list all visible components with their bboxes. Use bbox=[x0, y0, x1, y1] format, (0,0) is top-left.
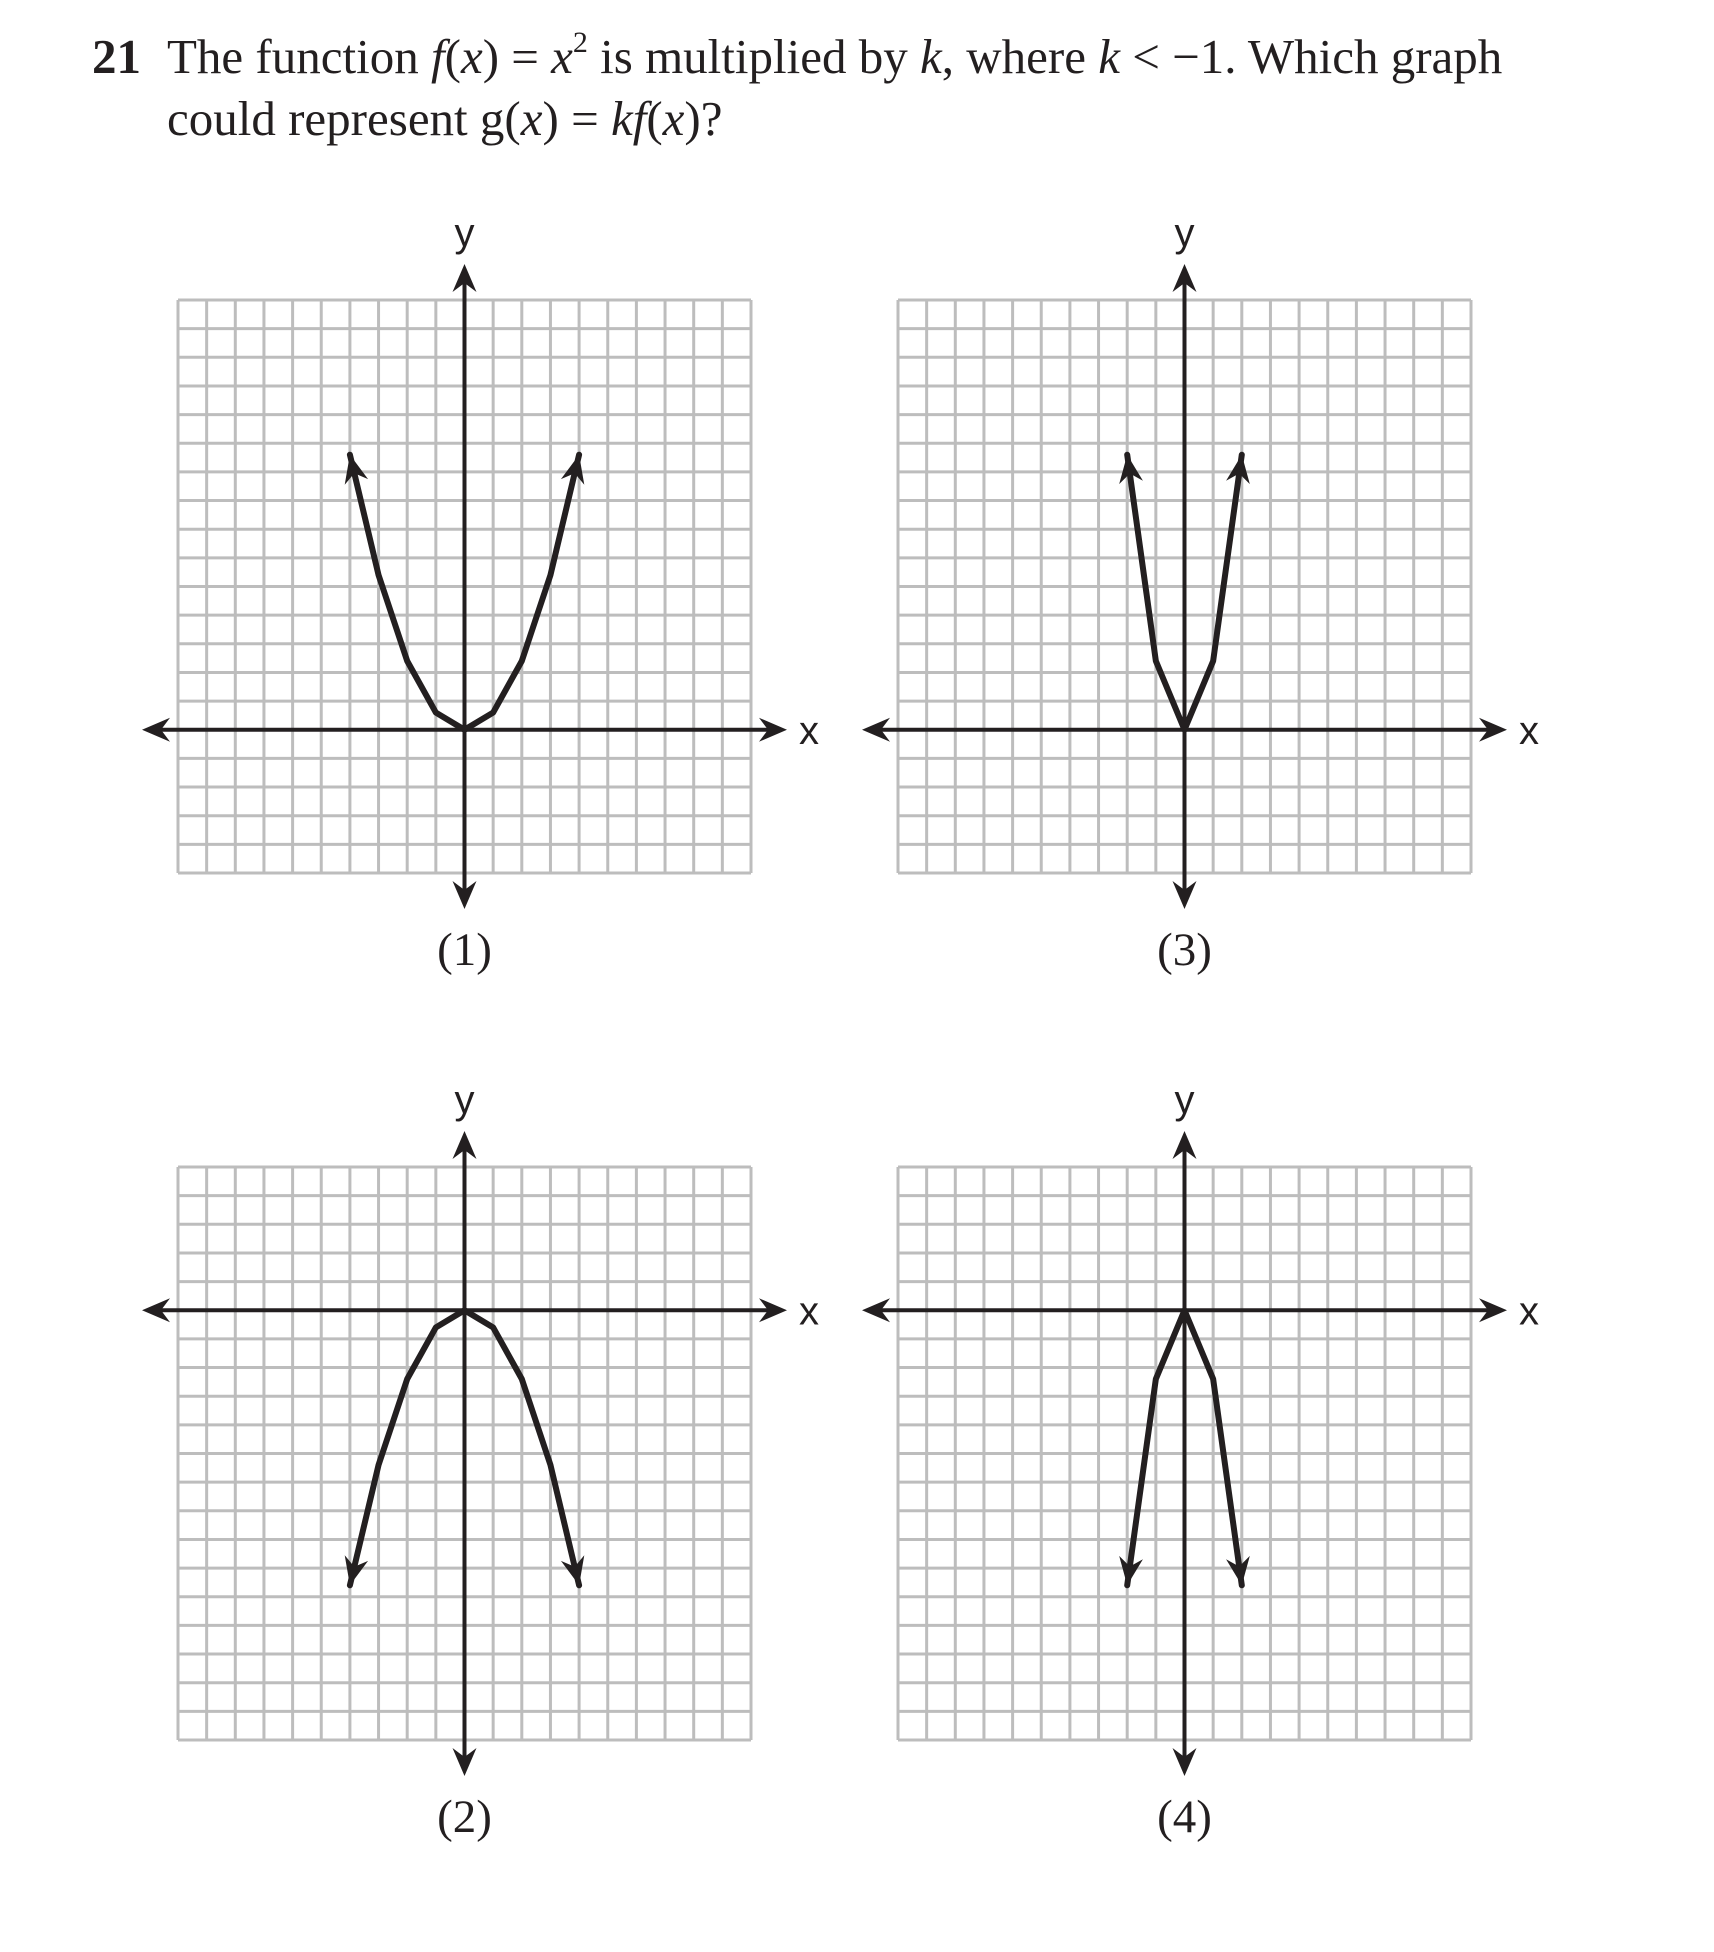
y-axis-label: y bbox=[1174, 211, 1195, 255]
question-number: 21 bbox=[92, 29, 141, 84]
graph-panel-1 bbox=[142, 211, 819, 909]
question-text-line-1: The function $f(x) = x^2$ is multiplied by k, where k < −1. Which graph bbox=[167, 25, 1503, 84]
y-axis-label: y bbox=[454, 211, 475, 255]
choice-label-2: (2) bbox=[437, 1791, 492, 1843]
choice-label-4: (4) bbox=[1157, 1791, 1212, 1843]
y-axis-label: y bbox=[454, 1078, 475, 1122]
choice-label-1: (1) bbox=[437, 924, 492, 976]
graph-panel-3 bbox=[862, 211, 1539, 909]
x-axis-label: x bbox=[1519, 708, 1539, 753]
y-axis-label: y bbox=[1174, 1078, 1195, 1122]
question-text-line-2: could represent g(x) = kf(x)? bbox=[167, 91, 723, 146]
x-axis-label: x bbox=[799, 1289, 819, 1334]
choice-label-3: (3) bbox=[1157, 924, 1212, 976]
x-axis-label: x bbox=[1519, 1289, 1539, 1334]
graph-panel-2 bbox=[142, 1078, 819, 1776]
x-axis-label: x bbox=[799, 708, 819, 753]
graph-panel-4 bbox=[862, 1078, 1539, 1776]
